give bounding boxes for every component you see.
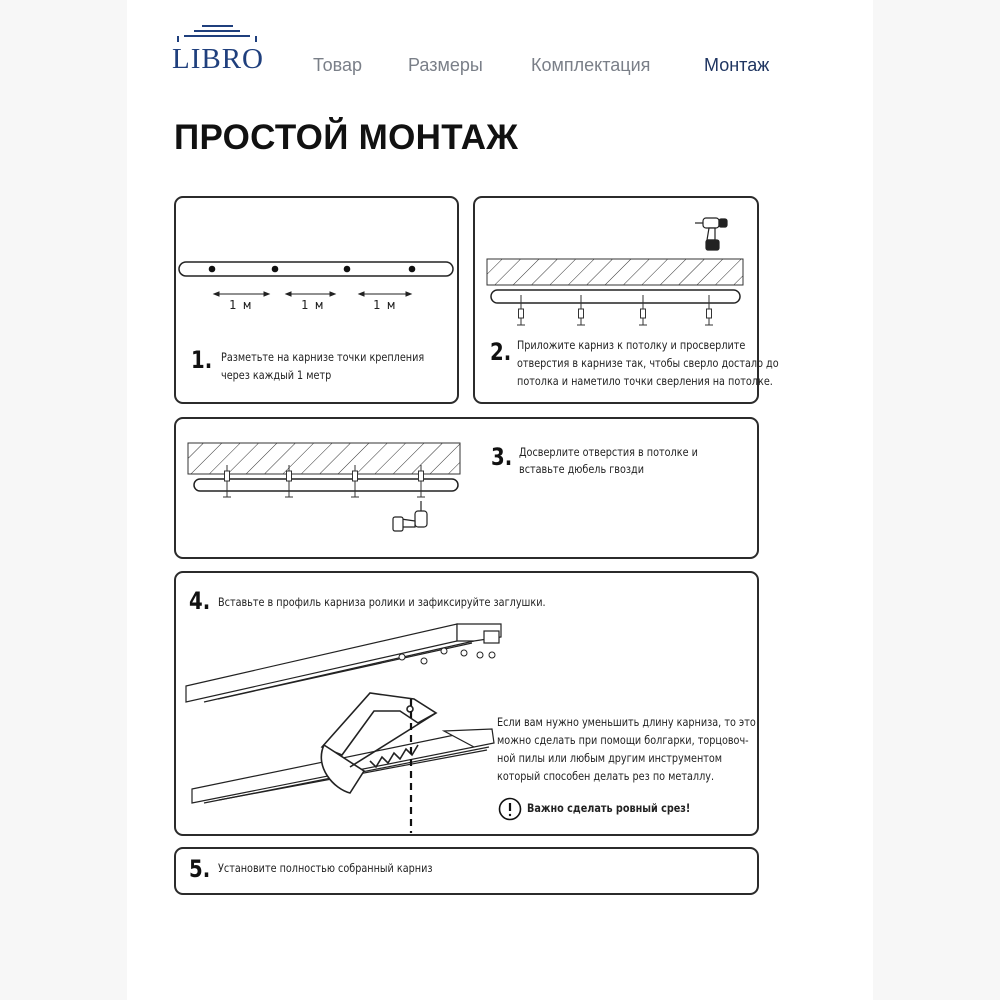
- step-4-card: [174, 571, 759, 836]
- step-text-line: отверстия в карнизе так, чтобы сверло достало до: [517, 356, 779, 370]
- drill-icon: [695, 218, 727, 250]
- distance-label: 1 м: [229, 298, 251, 312]
- step-3-illustration: [174, 417, 759, 559]
- step-text-line: Досверлите отверстия в потолке и: [519, 445, 698, 459]
- step-2-card: [473, 196, 779, 404]
- distance-label: 1 м: [301, 298, 323, 312]
- step-text-line: вставьте дюбель гвозди: [519, 462, 645, 476]
- nav-item-kit[interactable]: Комплектация: [531, 55, 651, 75]
- step-number: 2.: [490, 338, 512, 366]
- brand-name: LIBRO: [172, 43, 264, 75]
- step-3-card: [174, 417, 759, 559]
- note-text-line: можно сделать при помощи болгарки, торцовоч-: [497, 733, 749, 747]
- step-text-line: потолка и наметило точки сверления на потолке.: [517, 374, 773, 388]
- step-text-line: Установите полностью собранный карниз: [218, 861, 433, 875]
- nav-item-sizes[interactable]: Размеры: [408, 55, 483, 75]
- step-text-line: Приложите карниз к потолку и просверлите: [517, 338, 746, 352]
- note-text-line: который способен делать рез по металлу.: [497, 769, 715, 783]
- nav-item-mounting[interactable]: Монтаж: [704, 55, 770, 75]
- distance-label: 1 м: [373, 298, 395, 312]
- step-text-line: через каждый 1 метр: [221, 368, 332, 382]
- step-number: 1.: [191, 346, 213, 374]
- step-number: 4.: [189, 587, 211, 615]
- step-1-card: [174, 196, 459, 404]
- drill-icon: [393, 501, 427, 531]
- step-5-card: [174, 847, 759, 895]
- step-number: 3.: [491, 443, 513, 471]
- note-text-line: Если вам нужно уменьшить длину карниза, то это: [497, 715, 756, 729]
- step-text-line: Вставьте в профиль карниза ролики и зафиксируйте заглушки.: [218, 595, 546, 609]
- exclamation-circle-icon: [500, 799, 521, 820]
- main-nav: [0, 55, 1000, 79]
- note-text-line: ной пилы или любым другим инструментом: [497, 751, 723, 765]
- warning-text: Важно сделать ровный срез!: [527, 801, 691, 815]
- page-title: ПРОСТОЙ МОНТАЖ: [174, 118, 519, 157]
- step-number: 5.: [189, 855, 211, 883]
- nav-item-product[interactable]: Товар: [313, 55, 362, 75]
- logo-roof-icon: [172, 24, 262, 44]
- step-text-line: Разметьте на карнизе точки крепления: [221, 350, 425, 364]
